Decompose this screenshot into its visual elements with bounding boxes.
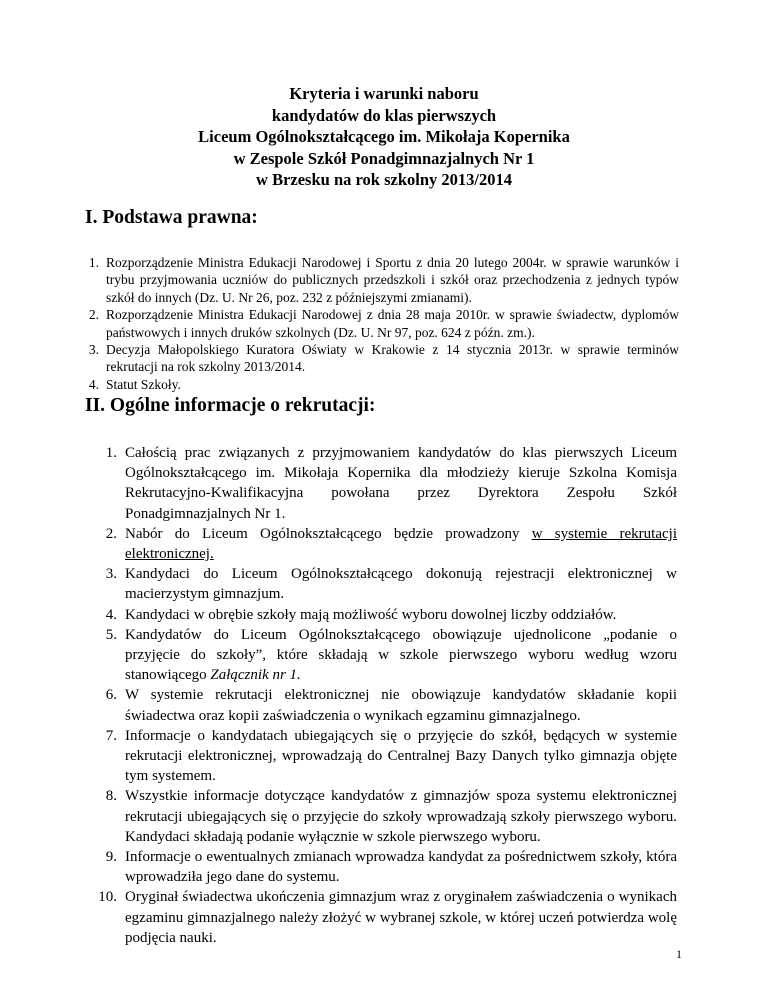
list-item-number: 1.	[88, 255, 99, 270]
list-item-number: 7.	[105, 727, 117, 744]
list-item-number: 10.	[98, 889, 117, 906]
list-item	[85, 625, 677, 686]
italic-text: Załącznik nr 1.	[210, 667, 301, 684]
list-item-number: 6.	[105, 687, 117, 704]
list-item-text: Kandydaci w obrębie szkoły mają możliwość wyboru dowolnej liczby oddziałów.	[125, 606, 617, 623]
list-item-number: 4.	[88, 376, 99, 392]
list-item	[85, 254, 679, 306]
list-item	[85, 376, 679, 393]
list-item-text: Informacje o kandydatach ubiegających się o przyjęcie do szkół, będących w systemie rekrutacji elektronicznej, wprowadzają do Centralnej Bazy Danych tylko gimnazja objęte tym systemem.	[125, 727, 677, 785]
list-item	[85, 524, 677, 564]
list-item-text: Oryginał świadectwa ukończenia gimnazjum wraz z oryginałem zaświadczenia o wynikach egzaminu gimnazjalnego należy złożyć w wybranej szkole, w której uczeń potwierdza wolę podjęcia nauki.	[125, 889, 677, 946]
list-item-number: 5.	[105, 626, 117, 643]
section-heading-legal-basis: I. Podstawa prawna:	[85, 207, 258, 228]
list-item	[85, 306, 679, 341]
document-title	[100, 83, 668, 191]
list-item-text: Statut Szkoły.	[106, 376, 181, 392]
list-item-number: 9.	[105, 849, 117, 866]
list-item	[85, 685, 677, 725]
list-item-number: 3.	[88, 342, 99, 358]
list-item	[85, 726, 677, 787]
list-item	[85, 443, 677, 524]
general-info-list	[85, 443, 677, 948]
list-item-text: Rozporządzenie Ministra Edukacji Narodowej i Sportu z dnia 20 lutego 2004r. w sprawie warunków i trybu przyjmowania uczniów do publicznych przedszkoli i szkół oraz przechodzenia z jednych typów szkół do innych (Dz. U. Nr 26, poz. 232 z późniejszymi zmianami).	[106, 255, 679, 305]
title-line-3: Liceum Ogólnokształcącego im. Mikołaja Kopernika	[198, 127, 570, 146]
list-item-text: Rozporządzenie Ministra Edukacji Narodowej z dnia 28 maja 2010r. w sprawie świadectw, dyplomów państwowych i innych druków szkolnych (Dz. U. Nr 97, poz. 624 z późn. zm.).	[106, 307, 679, 340]
list-item-number: 8.	[105, 788, 117, 805]
list-item-text: Kandydatów do Liceum Ogólnokształcącego obowiązuje ujednolicone „podanie o przyjęcie do szkoły”, które składają w szkole pierwszego wyboru według wzoru stanowiącego	[125, 626, 677, 684]
list-item	[85, 786, 677, 847]
title-line-5: w Brzesku na rok szkolny 2013/2014	[256, 170, 512, 189]
page-number: 1	[676, 947, 682, 961]
list-item	[85, 564, 677, 604]
title-line-1: Kryteria i warunki naboru	[289, 84, 479, 103]
title-line-4: w Zespole Szkół Ponadgimnazjalnych Nr 1	[233, 148, 535, 168]
list-item	[85, 605, 677, 625]
title-line-2: kandydatów do klas pierwszych	[271, 105, 497, 125]
section-heading-general-info: II. Ogólne informacje o rekrutacji:	[85, 395, 376, 416]
list-item-text: Decyzja Małopolskiego Kuratora Oświaty w Krakowie z 14 stycznia 2013r. w sprawie terminów rekrutacji na rok szkolny 2013/2014.	[106, 342, 679, 375]
list-item-text: W systemie rekrutacji elektronicznej nie obowiązuje kandydatów składanie kopii świadectwa oraz kopii zaświadczenia o wynikach egzaminu gimnazjalnego.	[125, 687, 677, 724]
list-item-number: 2.	[88, 307, 99, 323]
list-item-number: 4.	[105, 606, 117, 623]
legal-basis-list	[85, 254, 679, 393]
list-item	[85, 847, 677, 887]
list-item-text: Kandydaci do Liceum Ogólnokształcącego dokonują rejestracji elektronicznej w macierzystym gimnazjum.	[125, 566, 677, 603]
list-item-number: 1.	[105, 445, 117, 461]
list-item-text: Nabór do Liceum Ogólnokształcącego będzie prowadzony	[125, 525, 532, 542]
list-item-text: Informacje o ewentualnych zmianach wprowadza kandydat za pośrednictwem szkoły, która wprowadziła jego dane do systemu.	[125, 849, 677, 886]
list-item-number: 3.	[105, 566, 117, 583]
list-item-number: 2.	[105, 525, 117, 542]
underlined-text: w systemie rekrutacji elektronicznej.	[125, 525, 677, 563]
list-item-text: Wszystkie informacje dotyczące kandydatów z gimnazjów spoza systemu elektronicznej rekrutacji ubiegających się o przyjęcie do szkoły wprowadzają szkoły pierwszego wyboru. Kandydaci składają podanie wyłącznie w szkole pierwszego wyboru.	[125, 788, 677, 845]
list-item-text: Całością prac związanych z przyjmowaniem kandydatów do klas pierwszych Liceum Ogólnokształcącego im. Mikołaja Kopernika dla młodzieży kieruje Szkolna Komisja Rekrutacyjno-Kwalifikacyjna powołana przez Dyrektora Zespołu Szkół Ponadgimnazjalnych Nr 1.	[125, 445, 677, 522]
list-item	[85, 887, 677, 948]
list-item	[85, 341, 679, 376]
